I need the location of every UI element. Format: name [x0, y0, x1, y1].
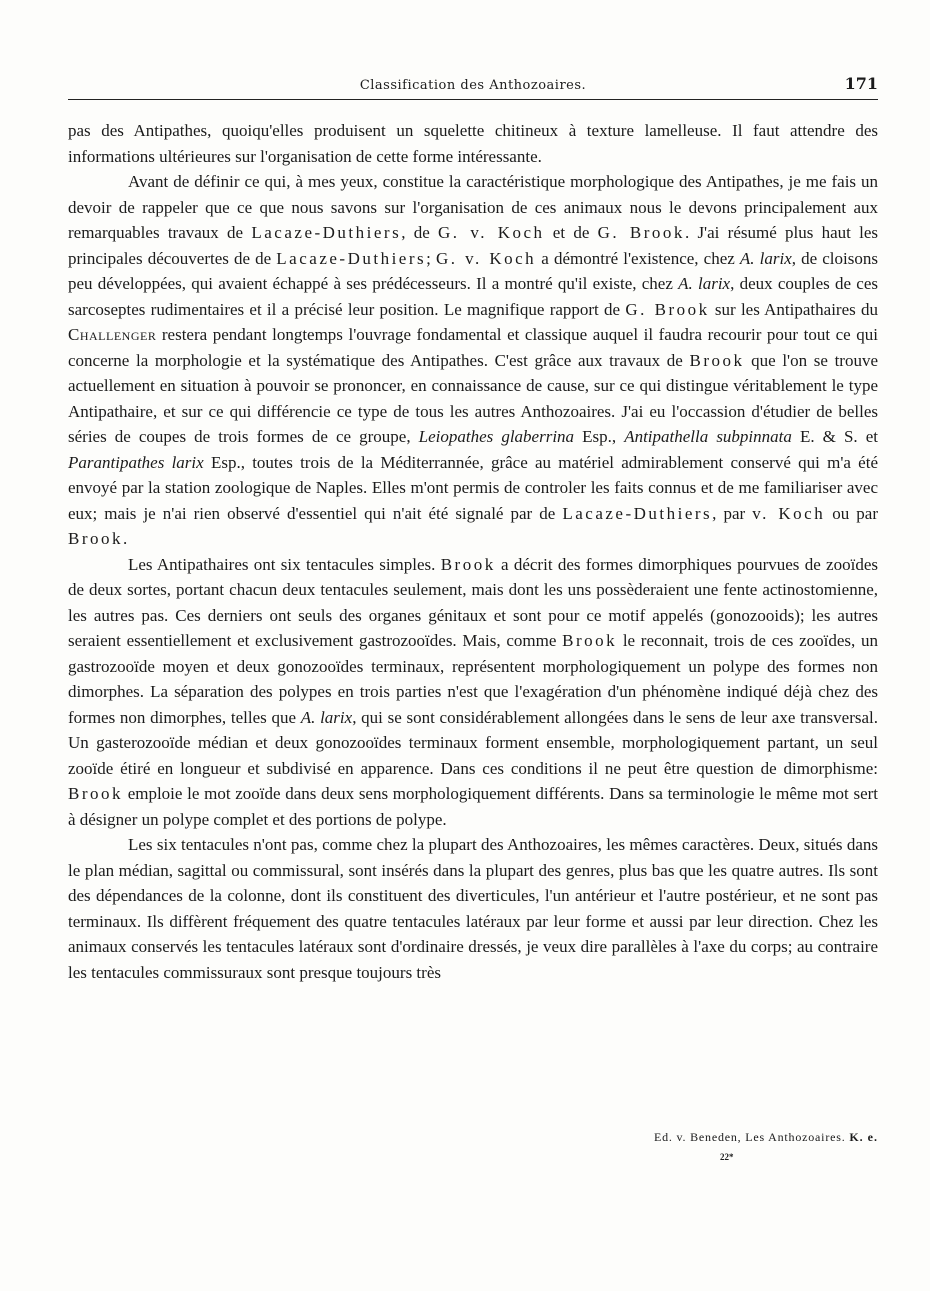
italic-term: A. larix: [678, 274, 731, 293]
text-run: a démontré l'existence, chez: [536, 248, 740, 268]
author-name: G. v. Koch: [438, 223, 545, 242]
page: [68, 72, 879, 1162]
footer-citation: [654, 1130, 878, 1145]
header-rule: [68, 99, 878, 100]
text-run: Esp.,: [574, 427, 625, 446]
page-number: 171: [844, 74, 878, 93]
text-run: ;: [426, 248, 436, 268]
author-name: Brook: [562, 631, 618, 650]
footer-label: K. e.: [849, 1130, 878, 1144]
paragraph-4: [68, 832, 878, 985]
text-run: , de: [401, 223, 439, 242]
author-name: Brook: [68, 784, 123, 803]
italic-term: A. larix: [300, 707, 353, 727]
text-run: pas des Antipathes, quoiqu'elles produisent un squelette chitineux à texture lamelleuse. Il faut attendre des informations ultérieures sur l'organisation de cette forme intéressante.: [68, 121, 878, 166]
footer-citation-text: Ed. v. Beneden, Les Anthozoaires.: [653, 1130, 846, 1144]
paragraph-2: [68, 169, 878, 552]
text-run: restera pendant longtemps l'ouvrage fondamental et classique auquel il faudra recourir pour tout ce qui concerne la morphologie et la systématique des Antipathes. C'est grâce aux travaux de: [68, 325, 878, 370]
body-text: [68, 118, 878, 985]
text-run: . J'ai résumé plus haut les principales découvertes de de: [68, 223, 879, 268]
text-run: E. & S. et: [791, 427, 878, 446]
text-run: Les Antipathaires ont six tentacules simples.: [128, 554, 441, 574]
author-name: G. Brook: [625, 299, 710, 319]
text-run: sur les Antipathaires du: [709, 299, 879, 319]
author-name: Brook: [689, 350, 745, 370]
paragraph-3: [68, 552, 878, 833]
author-name: G. Brook: [597, 223, 685, 242]
text-run: , qui se sont considérablement allongées dans le sens de leur axe transversal. Un gasterozooïde médian et deux gonozooïdes terminaux forment ensemble, morphologiquement partant, un seul zooïde étiré en longueur et subdivisé en apparence. Dans ces conditions il ne peut être question de dimorphisme:: [68, 707, 878, 778]
page-header: [68, 72, 878, 98]
text-run: ou par: [825, 503, 878, 523]
text-run: Les six tentacules n'ont pas, comme chez la plupart des Anthozoaires, les mêmes caractères. Deux, situés dans le plan médian, sagittal ou commissural, sont insérés dans la plupart des genres, plus bas que les quatre autres. Ils sont des dépendances de la colonne, dont ils constituent des diverticules, l'un antérieur et l'autre postérieur, et ne sont pas terminaux. Ils diffèrent fréquement des quatre tentacules latéraux par leur forme et aussi par leur direction. Chez les animaux conservés les tentacules latéraux sont d'ordinaire dressés, je veux dire parallèles à l'axe du corps; au contraire les tentacules commissuraux sont presque toujours très: [68, 835, 878, 982]
author-name: G. v. Koch: [435, 248, 537, 268]
text-run: a décrit des formes dimorphiques pourvues de zooïdes de deux sortes, portant chacun deux tentacules seulement, mais dont les uns possèderaient une fente actinostomienne, les autres pas. Ces derniers ont seuls des organes génitaux et sont pour ce motif appelés (gonozooids); les autres seraient essentiellement et exclusivement gastrozooïdes. Mais, comme: [68, 554, 878, 650]
author-name: Brook: [68, 529, 123, 548]
paragraph-1: [68, 118, 878, 169]
author-name: Lacaze-Duthiers: [562, 503, 713, 523]
running-title: Classification des Anthozoaires.: [359, 78, 587, 93]
text-run: Avant de définir ce qui, à mes yeux, constitue la caractéristique morphologique des Antipathes, je me fais un devoir de rappeler que ce que nous savons sur l'organisation de ces animaux nous le devons principalement aux remarquables travaux de: [68, 172, 878, 242]
italic-term: Leiopathes glaberrina: [418, 427, 575, 446]
italic-term: Parantipathes larix: [68, 452, 204, 472]
text-run: Esp., toutes trois de la Méditerrannée, grâce au matériel admirablement conservé qui m'a été envoyé par la station zoologique de Naples. Elles m'ont permis de controler les faits connus et de me familiariser avec eux; mais je n'ai rien observé d'essentiel qui n'ait été signalé par de: [68, 452, 878, 523]
text-run: , par: [712, 503, 753, 523]
text-run: et de: [544, 223, 598, 242]
ship-name: Challenger: [68, 325, 157, 344]
author-name: v. Koch: [752, 503, 826, 523]
author-name: Lacaze-Duthiers: [276, 248, 427, 268]
text-run: , deux couples de ces sarcoseptes rudimentaires et il a précisé leur position. Le magnifique rapport de: [68, 274, 879, 319]
signature-mark: 22*: [720, 1152, 734, 1162]
text-run: emploie le mot zooïde dans deux sens morphologiquement différents. Dans sa terminologie le même mot sert à désigner un polype complet et des portions de polype.: [68, 784, 878, 829]
text-run: que l'on se trouve actuellement en situation à pouvoir se prononcer, en connaissance de cause, sur ce qui distingue véritablement le type Antipathaire, et sur ce qui différencie ce type de tous les autres Anthozoaires. J'ai eu l'occassion d'étudier de belles séries de coupes de trois formes de ce groupe,: [68, 350, 878, 446]
author-name: Brook: [440, 554, 496, 574]
author-name: Lacaze-Duthiers: [251, 223, 402, 242]
text-run: , de cloisons peu développées, qui avaient échappé à ses prédécesseurs. Il a montré qu'il existe, chez: [68, 248, 878, 293]
italic-term: Antipathella subpinnata: [624, 427, 792, 446]
text-run: .: [123, 529, 128, 548]
italic-term: A. larix: [739, 248, 792, 268]
text-run: le reconnait, trois de ces zooïdes, un gastrozooïde moyen et deux gonozooïdes terminaux, représentent morphologiquement un polype des formes non dimorphes. La séparation des polypes en trois parties n'est que l'exagération d'un phénomène indiqué déjà chez des formes non dimorphes, telles que: [68, 631, 878, 727]
